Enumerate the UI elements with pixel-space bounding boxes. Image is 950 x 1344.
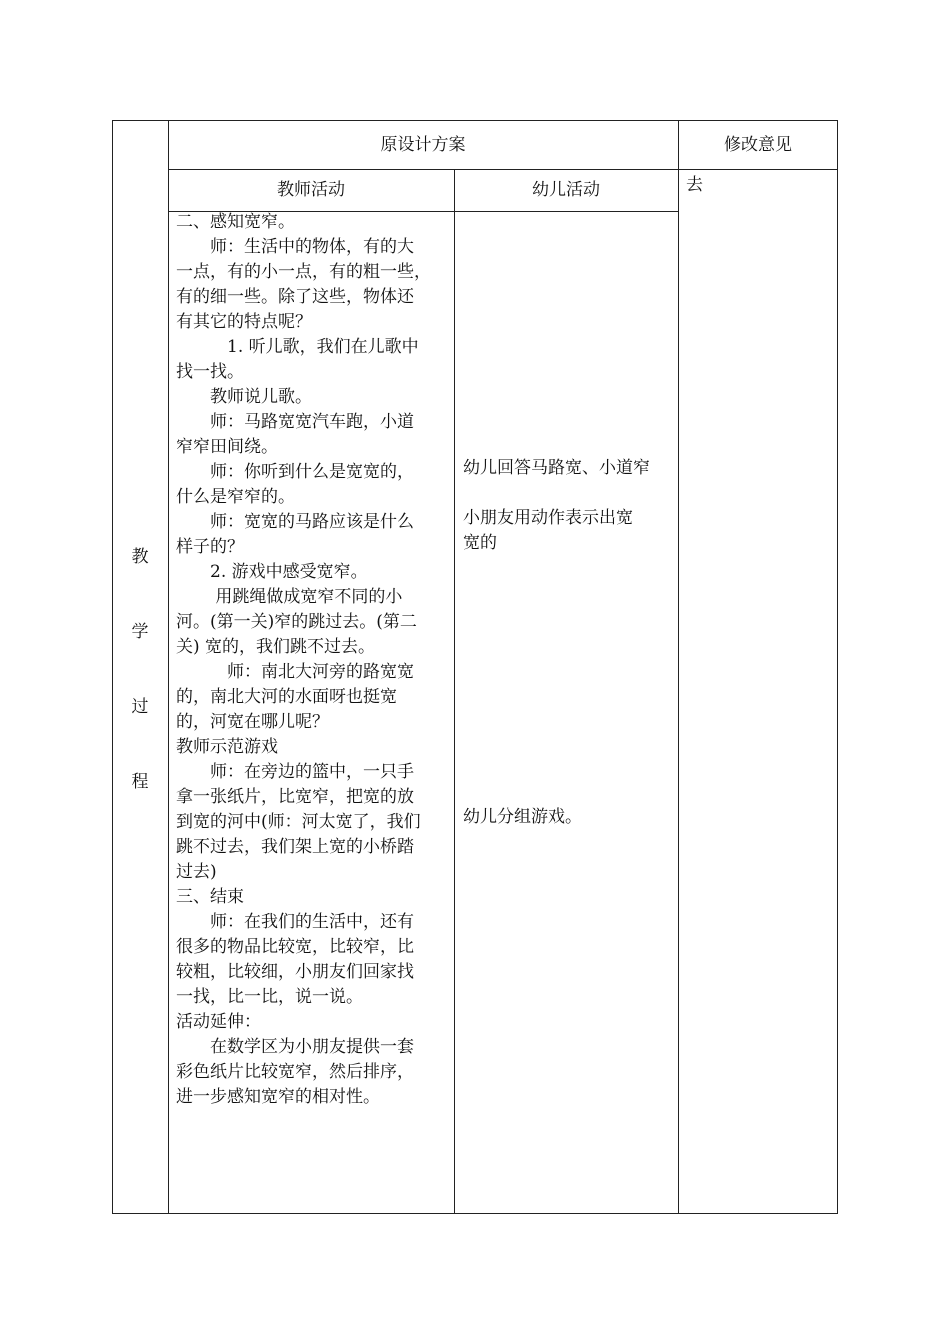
teacher-line: 进一步感知宽窄的相对性。 [176, 1087, 380, 1107]
revision-note: 去 [686, 175, 703, 195]
teacher-line: 样子的？ [176, 537, 244, 557]
stage-label-char: 教 [131, 547, 149, 567]
teacher-line: 师：在我们的生活中，还有 [176, 912, 414, 932]
revision-column-divider [678, 120, 679, 1214]
teacher-line: 师：生活中的物体，有的大 [176, 237, 414, 257]
teacher-line: 较粗，比较细，小朋友们回家找 [176, 962, 414, 982]
stage-label-char: 学 [131, 622, 149, 642]
teacher-line: 什么是窄窄的。 [176, 487, 295, 507]
teacher-line: 过去) [176, 862, 217, 882]
teacher-line: 1. 听儿歌，我们在儿歌中 [176, 337, 419, 357]
original-plan-header: 原设计方案 [380, 135, 466, 155]
teacher-line: 一找，比一比，说一说。 [176, 987, 363, 1007]
lesson-plan-table [112, 120, 838, 1214]
teacher-line: 很多的物品比较宽，比较窄，比 [176, 937, 414, 957]
teacher-line: 师：在旁边的篮中，一只手 [176, 762, 414, 782]
child-activity-note: 幼儿分组游戏。 [463, 807, 582, 827]
teacher-line: 有的细一些。除了这些，物体还 [176, 287, 414, 307]
teacher-line: 在数学区为小朋友提供一套 [176, 1037, 414, 1057]
stage-column-divider [168, 120, 169, 1214]
table-left-border [112, 120, 113, 1214]
teacher-line: 教师说儿歌。 [176, 387, 312, 407]
teacher-line: 师：马路宽宽汽车跑，小道 [176, 412, 414, 432]
teacher-line: 跳不过去，我们架上宽的小桥踏 [176, 837, 414, 857]
activity-column-divider [454, 170, 455, 1214]
teacher-activity-header: 教师活动 [277, 180, 345, 200]
teacher-line: 活动延伸： [176, 1012, 261, 1032]
teacher-line: 关) 宽的，我们跳不过去。 [176, 637, 376, 657]
teacher-line: 用跳绳做成宽窄不同的小 [176, 587, 403, 607]
stage-label-char: 过 [131, 697, 149, 717]
child-activity-note: 小朋友用动作表示出宽 [463, 508, 633, 528]
teacher-line: 师：你听到什么是宽宽的， [176, 462, 414, 482]
child-activity-note: 宽的 [463, 533, 497, 553]
teacher-activity-content [176, 210, 454, 1110]
teacher-line: 师：南北大河旁的路宽宽 [176, 662, 414, 682]
teacher-line: 河。(第一关)窄的跳过去。(第二 [176, 612, 417, 632]
teacher-line: 的，河宽在哪儿呢？ [176, 712, 329, 732]
teacher-line: 拿一张纸片，比宽窄，把宽的放 [176, 787, 414, 807]
table-top-border [112, 120, 838, 121]
teacher-line: 窄窄田间绕。 [176, 437, 278, 457]
teacher-line: 找一找。 [176, 362, 244, 382]
stage-label-char: 程 [131, 772, 149, 792]
teacher-line: 二、感知宽窄。 [176, 212, 295, 232]
table-bottom-border [112, 1213, 838, 1214]
table-right-border [837, 120, 838, 1214]
header-row-divider [168, 169, 838, 170]
teacher-line: 一点，有的小一点，有的粗一些， [176, 262, 431, 282]
teacher-line: 师：宽宽的马路应该是什么 [176, 512, 414, 532]
teacher-line: 三、结束 [176, 887, 244, 907]
child-activity-note: 幼儿回答马路宽、小道窄 [463, 458, 650, 478]
teacher-line: 彩色纸片比较宽窄，然后排序， [176, 1062, 414, 1082]
teacher-line: 的，南北大河的水面呀也挺宽 [176, 687, 397, 707]
teacher-line: 2. 游戏中感受宽窄。 [176, 562, 368, 582]
teacher-line: 教师示范游戏 [176, 737, 278, 757]
child-activity-header: 幼儿活动 [532, 180, 600, 200]
teacher-line: 到宽的河中(师：河太宽了，我们 [176, 812, 421, 832]
revision-header: 修改意见 [724, 135, 792, 155]
teacher-line: 有其它的特点呢？ [176, 312, 312, 332]
